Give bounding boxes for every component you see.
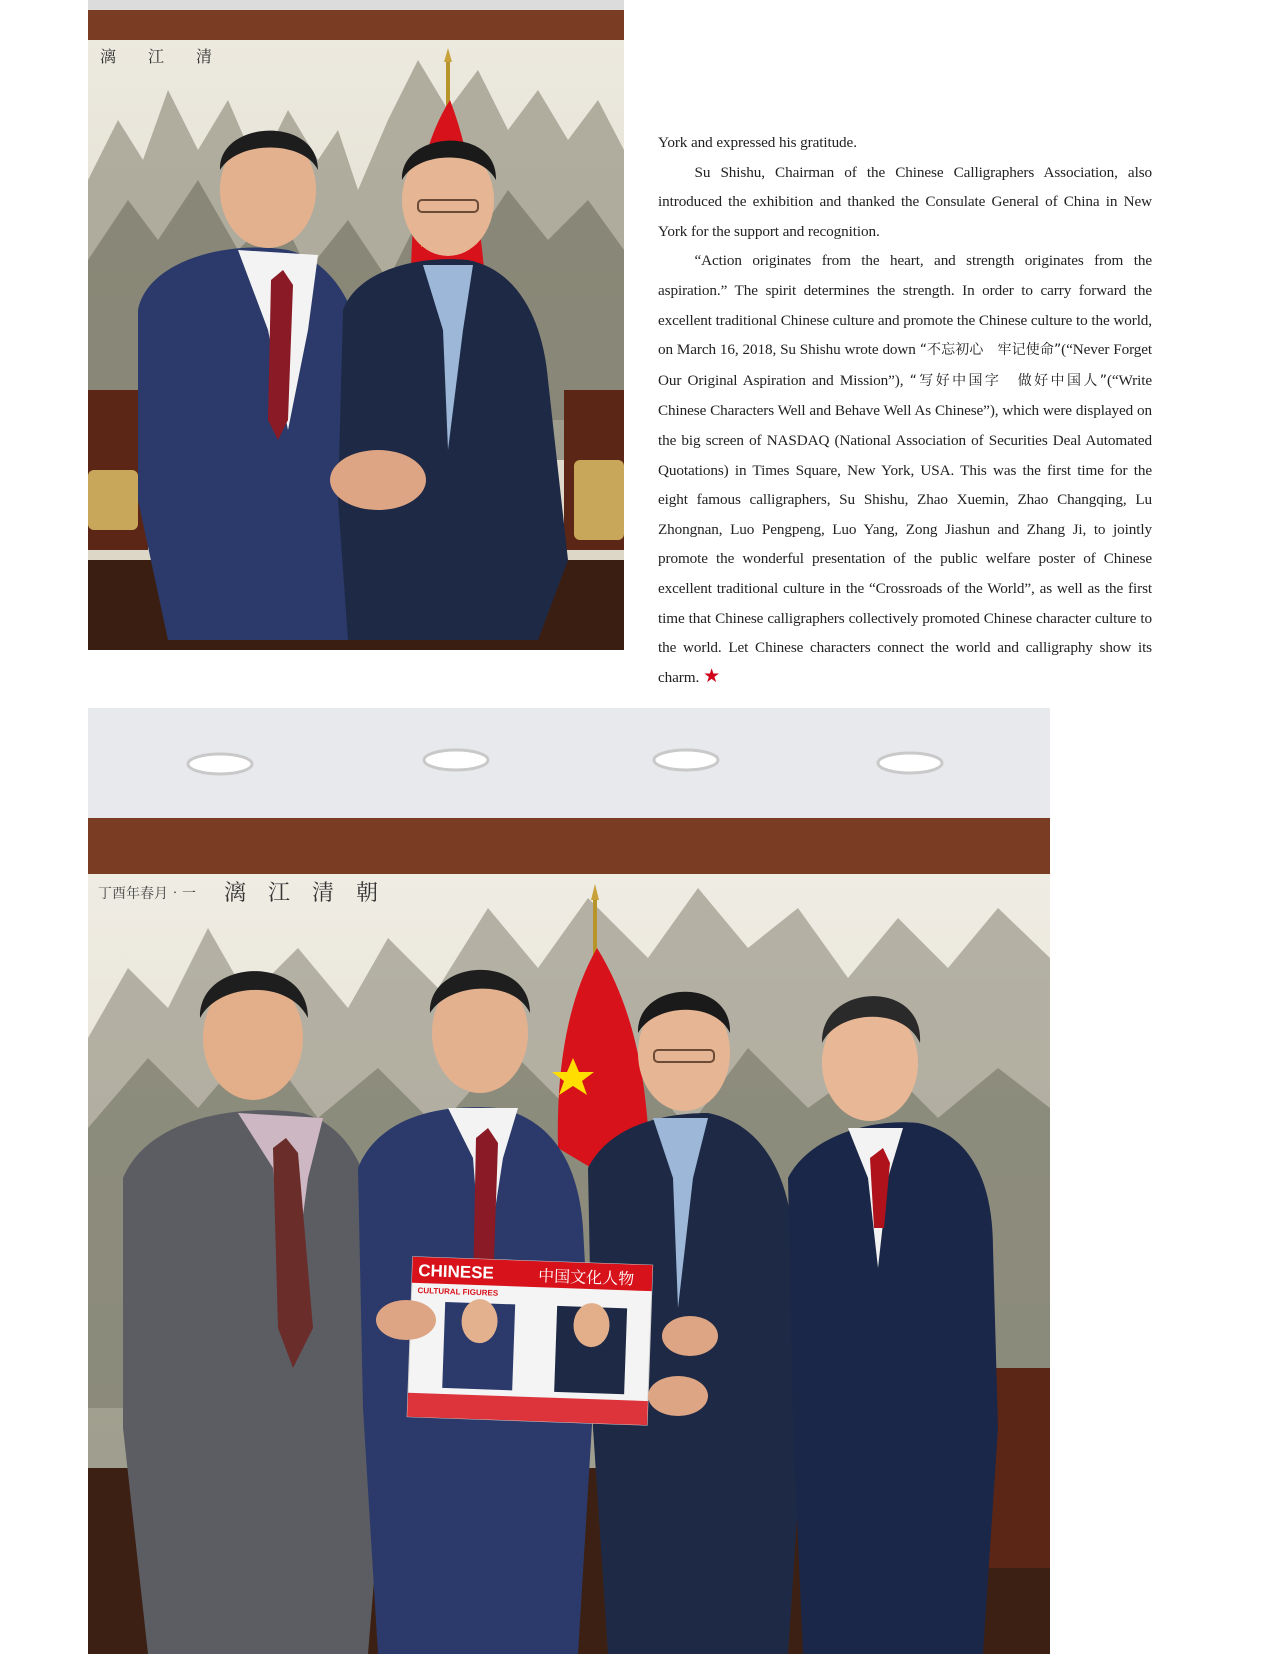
p3-segment-a: “Action originates from the heart, and strength originates from the aspiration.” The spirit determines the strength. In order to carry forward the excellent traditional Chinese culture and promote the Chinese culture to the world, on March 16, 2018, Su Shishu wrote down — [658, 252, 1152, 359]
end-star-icon: ★ — [703, 664, 721, 687]
p3-segment-b: (“Never Forget Our Original Aspiration and Mission”), — [658, 341, 1152, 389]
calligraphy-text: 漓 江 清 朝 — [224, 881, 379, 906]
photo-handshake-illustration — [88, 0, 624, 650]
wood-frame — [88, 10, 624, 40]
photo-handshake — [88, 0, 624, 650]
wood-frame — [88, 818, 1050, 874]
magazine-cover — [407, 1257, 652, 1425]
photo-group — [88, 708, 1050, 1654]
handshake — [330, 450, 426, 510]
man-1-suit — [123, 1110, 388, 1654]
man-4-suit — [788, 1122, 998, 1654]
article-paragraph-1: York and expressed his gratitude. — [658, 134, 857, 151]
p3-chinese-slogan-1: “不忘初心 牢记使命” — [919, 342, 1062, 359]
p3-segment-c: (“Write Chinese Characters Well and Behave Well As Chinese”), which were displayed on the big screen of NASDAQ (National Association of Securities Deal Automated Quotations) in Times Square, New York, USA. This was the first time for the eight famous calligraphers, Su Shishu, Zhao Xuemin, Zhao Changqing, Lu Zhongnan, Luo Pengpeng, Luo Yang, Zong Jiashun and Zhang Ji, to jointly promote the wonderful presentation of the public welfare poster of Chinese excellent traditional culture in the “Crossroads of the World”, as well as the first time that Chinese calligraphers collectively promoted Chinese character culture to the world. Let Chinese characters connect the world and calligraphy show its charm. — [658, 371, 1152, 686]
magazine-subtitle-en: CULTURAL FIGURES — [417, 1285, 499, 1298]
article-text — [658, 128, 1152, 692]
magazine-title-cn: 中国文化人物 — [537, 1266, 635, 1289]
article-paragraph-3 — [658, 246, 1152, 692]
photo-group-illustration — [88, 708, 1050, 1654]
calligraphy-signature: 丁酉年春月‧一 — [98, 886, 196, 902]
p3-chinese-slogan-2: “写好中国字 做好中国人” — [909, 372, 1107, 389]
article-paragraph-2: Su Shishu, Chairman of the Chinese Calligraphers Association, also introduced the exhibition and thanked the Consulate General of China in New York for the support and recognition. — [658, 163, 1152, 240]
calligraphy-text: 漓 江 清 — [100, 47, 213, 66]
magazine-title-en: CHINESE — [417, 1261, 495, 1283]
